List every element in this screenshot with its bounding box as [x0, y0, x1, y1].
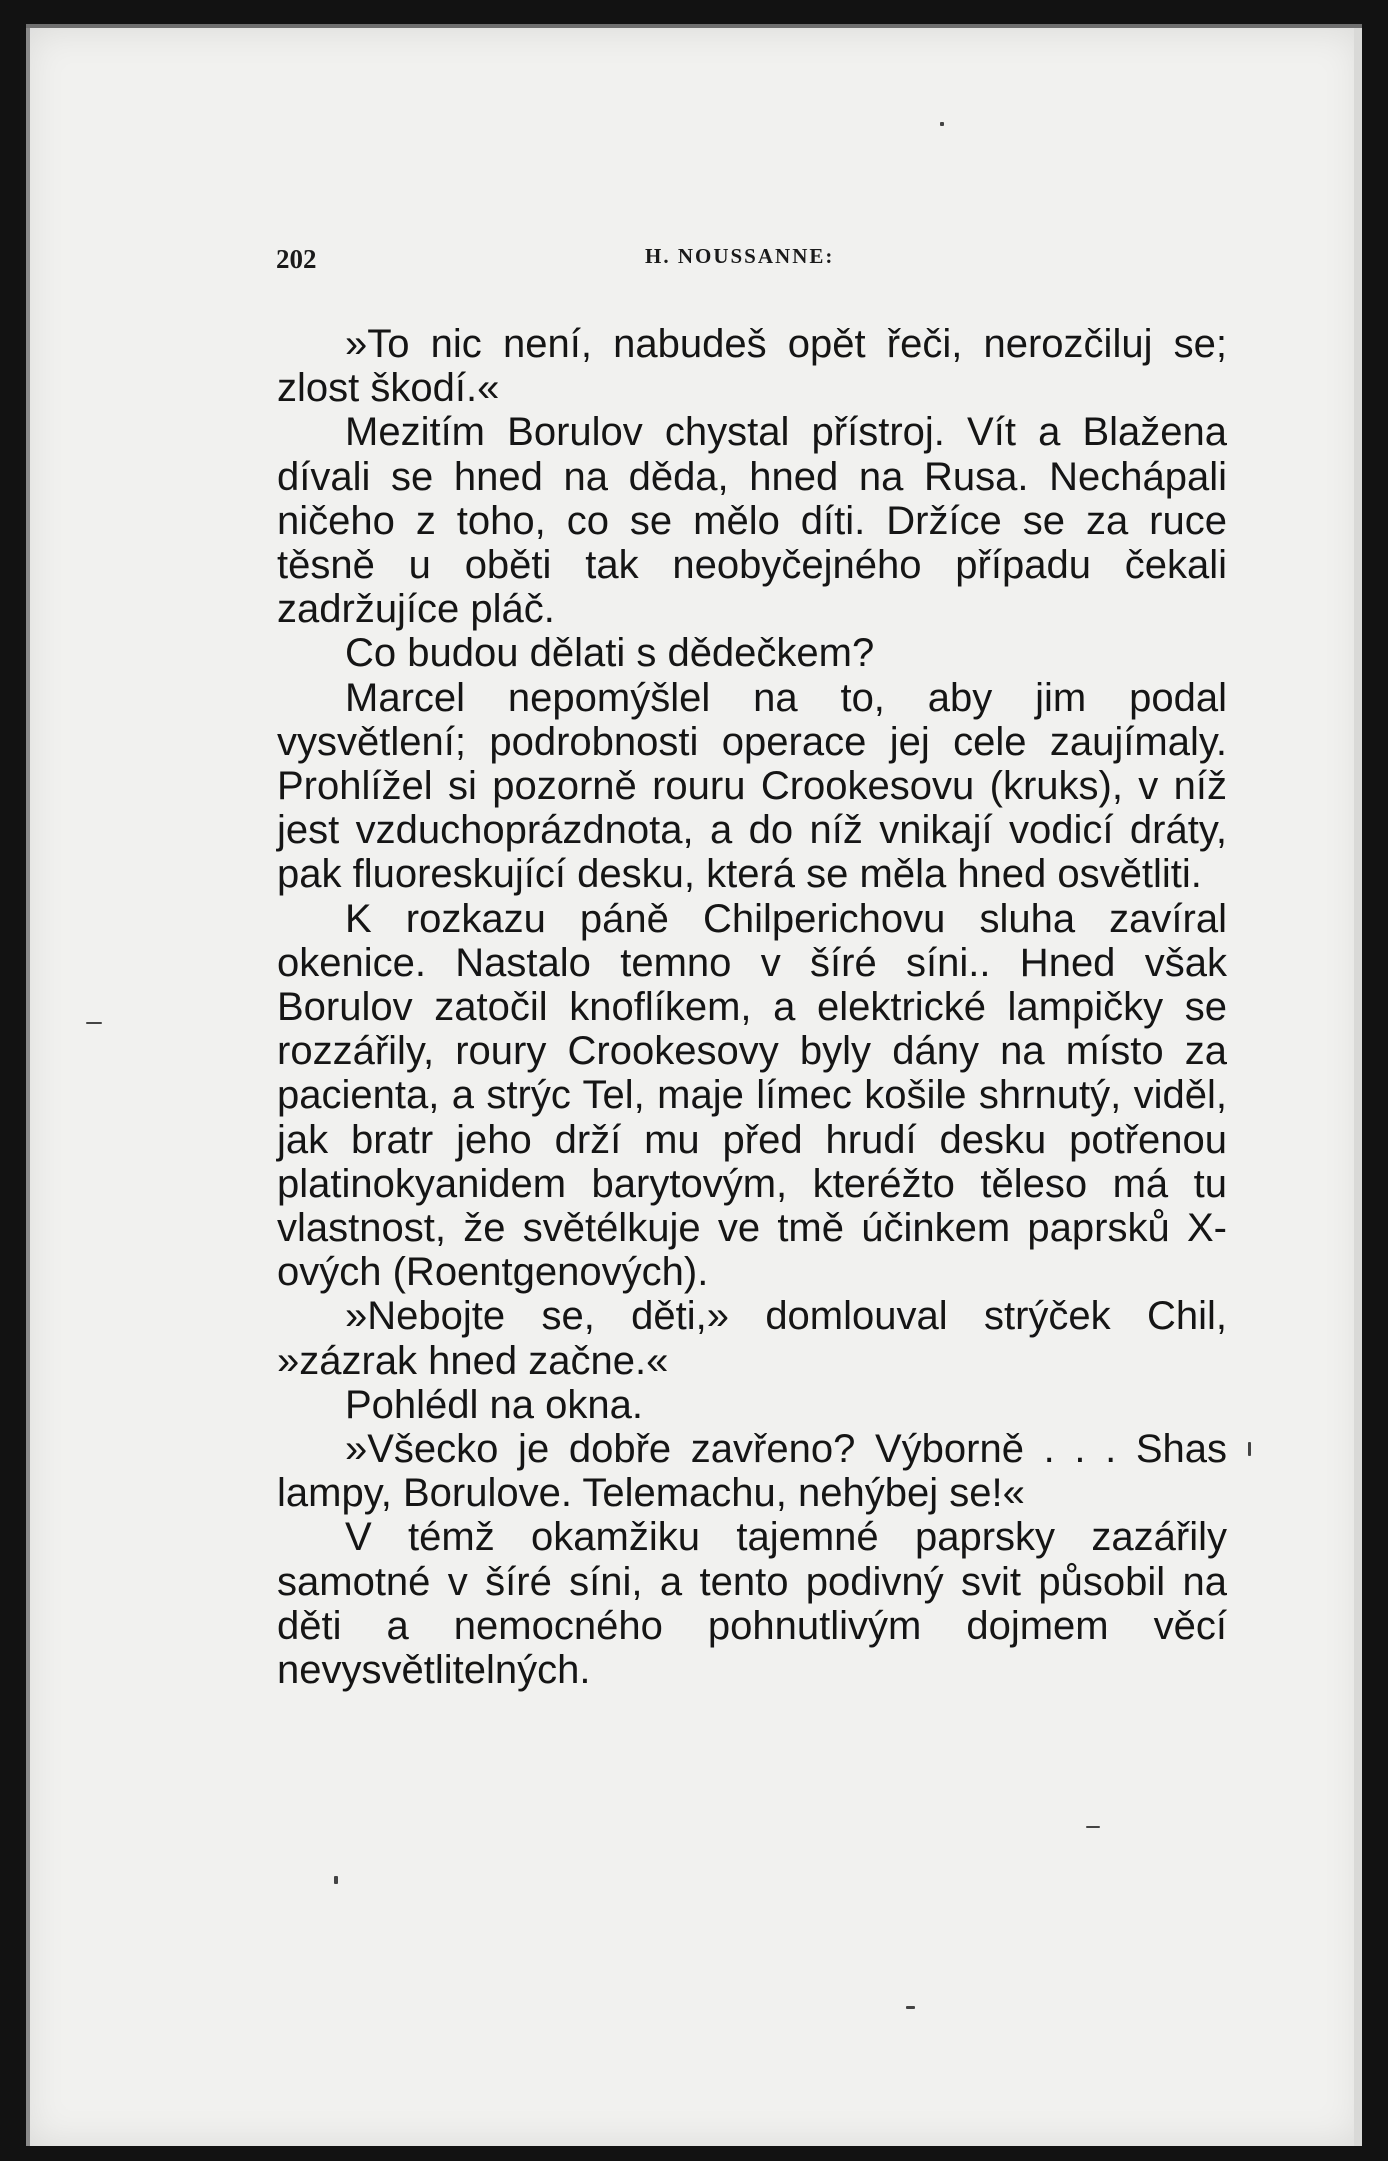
paragraph: »To nic není, nabudeš opět řeči, nerozčiluj se; zlost škodí.«: [277, 322, 1227, 411]
paragraph: Pohlédl na okna.: [345, 1382, 644, 1427]
page-number: 202: [276, 244, 317, 274]
paragraph: K rozkazu páně Chilperichovu sluha zavíral okenice. Nastalo temno v šíré síni.. Hned však Borulov zatočil knoflíkem, a elektrické lampičky se rozzářily, roury Crookesovy byly dány na místo za pacienta, a strýc Tel, maje límec košile shrnutý, viděl, jak bratr jeho drží mu před hrudí desku potřenou platinokyanidem barytovým, kteréžto těleso má tu vlastnost, že světélkuje ve tmě účinkem paprsků X-ových (Roentgenových).: [277, 896, 1227, 1295]
paragraph: V témž okamžiku tajemné paprsky zazářily samotné v šíré síni, a tento podivný svit působil na děti a nemocného pohnutlivým dojmem věcí nevysvětlitelných.: [277, 1515, 1227, 1693]
paragraph: Marcel nepomýšlel na to, aby jim podal vysvětlení; podrobnosti operace jej cele zaujímaly. Prohlížel si pozorně rouru Crookesovu (kruks), v níž jest vzduchoprázdnota, a do níž vnikají vodicí dráty, pak fluoreskující desku, která se měla hned osvětliti.: [277, 675, 1227, 897]
paragraph: Co budou dělati s dědečkem?: [345, 631, 875, 676]
scan-speck: [334, 1876, 338, 1884]
scan-speck: [1248, 1442, 1251, 1456]
paragraph: »Nebojte se, děti,» domlouval strýček Chil, »zázrak hned začne.«: [277, 1294, 1227, 1383]
scan-speck: [86, 1022, 102, 1024]
running-head: H. NOUSSANNE:: [645, 244, 835, 268]
scan-speck: [906, 2006, 915, 2009]
paragraph: Mezitím Borulov chystal přístroj. Vít a Blažena dívali se hned na děda, hned na Rusa. Nechápali ničeho z toho, co se mělo díti. Držíce se za ruce těsně u oběti tak neobyčejného případu čekali zadržujíce pláč.: [277, 410, 1227, 632]
page-left-edge: [26, 28, 30, 2146]
page-right-edge: [1354, 28, 1362, 2146]
scan-speck: [940, 122, 944, 126]
paragraph: »Všecko je dobře zavřeno? Výborně . . . Shas lampy, Borulove. Telemachu, nehýbej se!«: [277, 1427, 1227, 1516]
text-body: [277, 322, 1227, 1692]
scan-speck: [1086, 1826, 1100, 1828]
